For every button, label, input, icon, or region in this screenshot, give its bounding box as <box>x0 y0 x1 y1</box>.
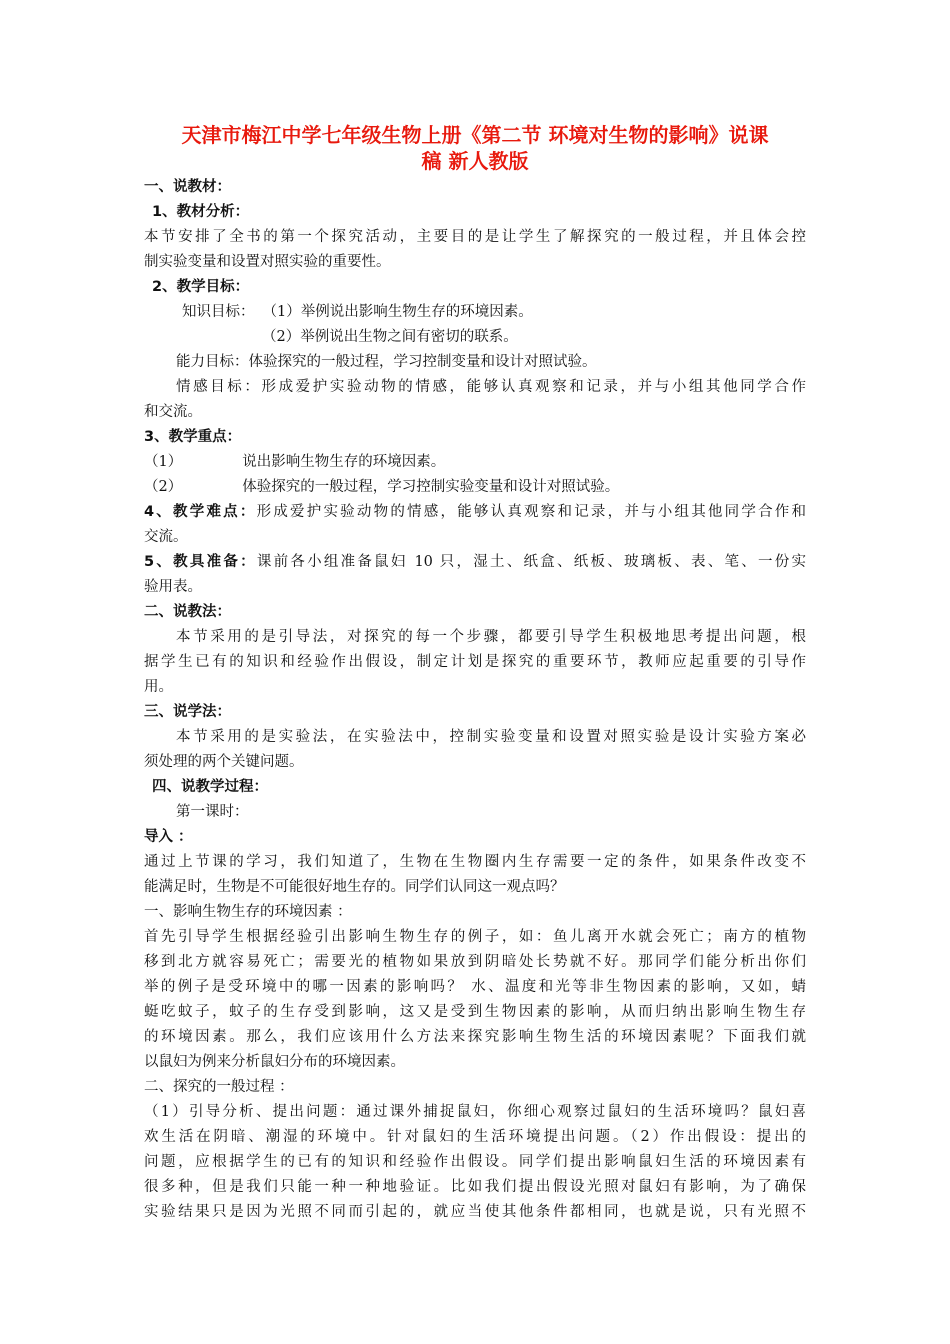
difficulty-text: 形成爱护实验动物的情感，能够认真观察和记录，并与小组其他同学合作和 <box>256 504 807 520</box>
difficulty-line-2: 交流。 <box>144 529 188 545</box>
section-heading-teaching-process: 四、说教学过程： <box>152 779 268 795</box>
paragraph-line: 问题，应根据学生的已有的知识和经验作出假设。同学们提出影响鼠妇生活的环境因素有 <box>144 1154 806 1170</box>
emotion-goal-line-2: 和交流。 <box>144 404 202 420</box>
materials-line-1 <box>144 551 806 575</box>
paragraph-line: 通过上节课的学习，我们知道了，生物在生物圈内生存需要一定的条件，如果条件改变不 <box>144 854 806 870</box>
key-point-1 <box>144 451 445 475</box>
subheading-key-points: 3、教学重点： <box>144 429 242 445</box>
knowledge-goal-item-1: （1）举例说出影响生物生存的环境因素。 <box>262 304 533 320</box>
subheading-inquiry-process: 二、探究的一般过程 ： <box>144 1079 294 1095</box>
paragraph-line: 以鼠妇为例来分析鼠妇分布的环境因素。 <box>144 1054 405 1070</box>
knowledge-goal-label: 知识目标： <box>182 304 255 320</box>
subheading-teaching-goals: 2、教学目标： <box>152 279 250 295</box>
knowledge-goal-item-2: （2）举例说出生物之间有密切的联系。 <box>262 329 518 345</box>
materials-label: 5、教具准备： <box>144 554 257 570</box>
ability-goal: 能力目标：体验探究的一般过程，学习控制变量和设计对照试验。 <box>176 354 597 370</box>
paragraph-line: 实验结果只是因为光照不同而引起的，就应当使其他条件都相同，也就是说，只有光照不 <box>144 1204 806 1220</box>
paragraph-line: 本节采用的是实验法，在实验法中，控制实验变量和设置对照实验是设计实验方案必 <box>176 729 806 745</box>
difficulty-label: 4、教学难点： <box>144 504 257 520</box>
subheading-textbook-analysis: 1、教材分析： <box>152 204 250 220</box>
key-point-text: 说出影响生物生存的环境因素。 <box>242 454 446 470</box>
paragraph-line: 的环境因素。那么，我们应该用什么方法来探究影响生物生活的环境因素呢？下面我们就 <box>144 1029 806 1045</box>
paragraph-line: 蜓吃蚊子，蚊子的生存受到影响，这又是受到生物因素的影响，从而归纳出影响生物生存 <box>144 1004 806 1020</box>
lesson-label: 第一课时： <box>176 804 249 820</box>
materials-text: 课前各小组准备鼠妇 10 只，湿土、纸盒、纸板、玻璃板、表、笔、一份实 <box>256 554 806 570</box>
key-point-text: 体验探究的一般过程，学习控制实验变量和设计对照试验。 <box>242 479 620 495</box>
paragraph-line: （1）引导分析、提出问题：通过课外捕捉鼠妇，你细心观察过鼠妇的生活环境吗？鼠妇喜 <box>144 1104 806 1120</box>
paragraph-line: 制实验变量和设置对照实验的重要性。 <box>144 254 391 270</box>
difficulty-line-1 <box>144 501 806 525</box>
knowledge-goal-line-1 <box>182 301 533 325</box>
paragraph-line: 用。 <box>144 679 173 695</box>
paragraph-line: 本节安排了全书的第一个探究活动，主要目的是让学生了解探究的一般过程，并且体会控 <box>144 229 806 245</box>
materials-line-2: 验用表。 <box>144 579 202 595</box>
paragraph-line: 移到北方就容易死亡；需要光的植物如果放到阴暗处长势就不好。那同学们能分析出你们 <box>144 954 806 970</box>
paragraph-line: 须处理的两个关键问题。 <box>144 754 304 770</box>
paragraph-line: 据学生已有的知识和经验作出假设，制定计划是探究的重要环节，教师应起重要的引导作 <box>144 654 806 670</box>
key-point-2 <box>144 476 619 500</box>
intro-heading: 导入 ： <box>144 829 193 845</box>
document-title-line-2: 稿 新人教版 <box>421 149 529 173</box>
paragraph-line: 举的例子是受环境中的哪一因素的影响吗？ 水、温度和光等非生物因素的影响，又如，蜻 <box>144 979 806 995</box>
paragraph-line: 很多种，但是我们只能一种一种地验证。比如我们提出假设光照对鼠妇有影响，为了确保 <box>144 1179 806 1195</box>
subheading-environment-factors: 一、影响生物生存的环境因素 ： <box>144 904 352 920</box>
section-heading-learning-method: 三、说学法： <box>144 704 231 720</box>
paragraph-line: 能满足时，生物是不可能很好地生存的。同学们认同这一观点吗？ <box>144 879 565 895</box>
emotion-goal-line-1: 情感目标：形成爱护实验动物的情感，能够认真观察和记录，并与小组其他同学合作 <box>176 379 806 395</box>
section-heading-textbook: 一、说教材： <box>144 179 231 195</box>
paragraph-line: 首先引导学生根据经验引出影响生物生存的例子，如：鱼儿离开水就会死亡；南方的植物 <box>144 929 806 945</box>
document-title-line-1: 天津市梅江中学七年级生物上册《第二节 环境对生物的影响》说课 <box>181 123 769 147</box>
key-point-number: （1） <box>144 454 183 470</box>
section-heading-teaching-method: 二、说教法： <box>144 604 231 620</box>
paragraph-line: 欢生活在阴暗、潮湿的环境中。针对鼠妇的生活环境提出问题。（2）作出假设：提出的 <box>144 1129 806 1145</box>
key-point-number: （2） <box>144 479 183 495</box>
paragraph-line: 本节采用的是引导法，对探究的每一个步骤，都要引导学生积极地思考提出问题，根 <box>176 629 806 645</box>
